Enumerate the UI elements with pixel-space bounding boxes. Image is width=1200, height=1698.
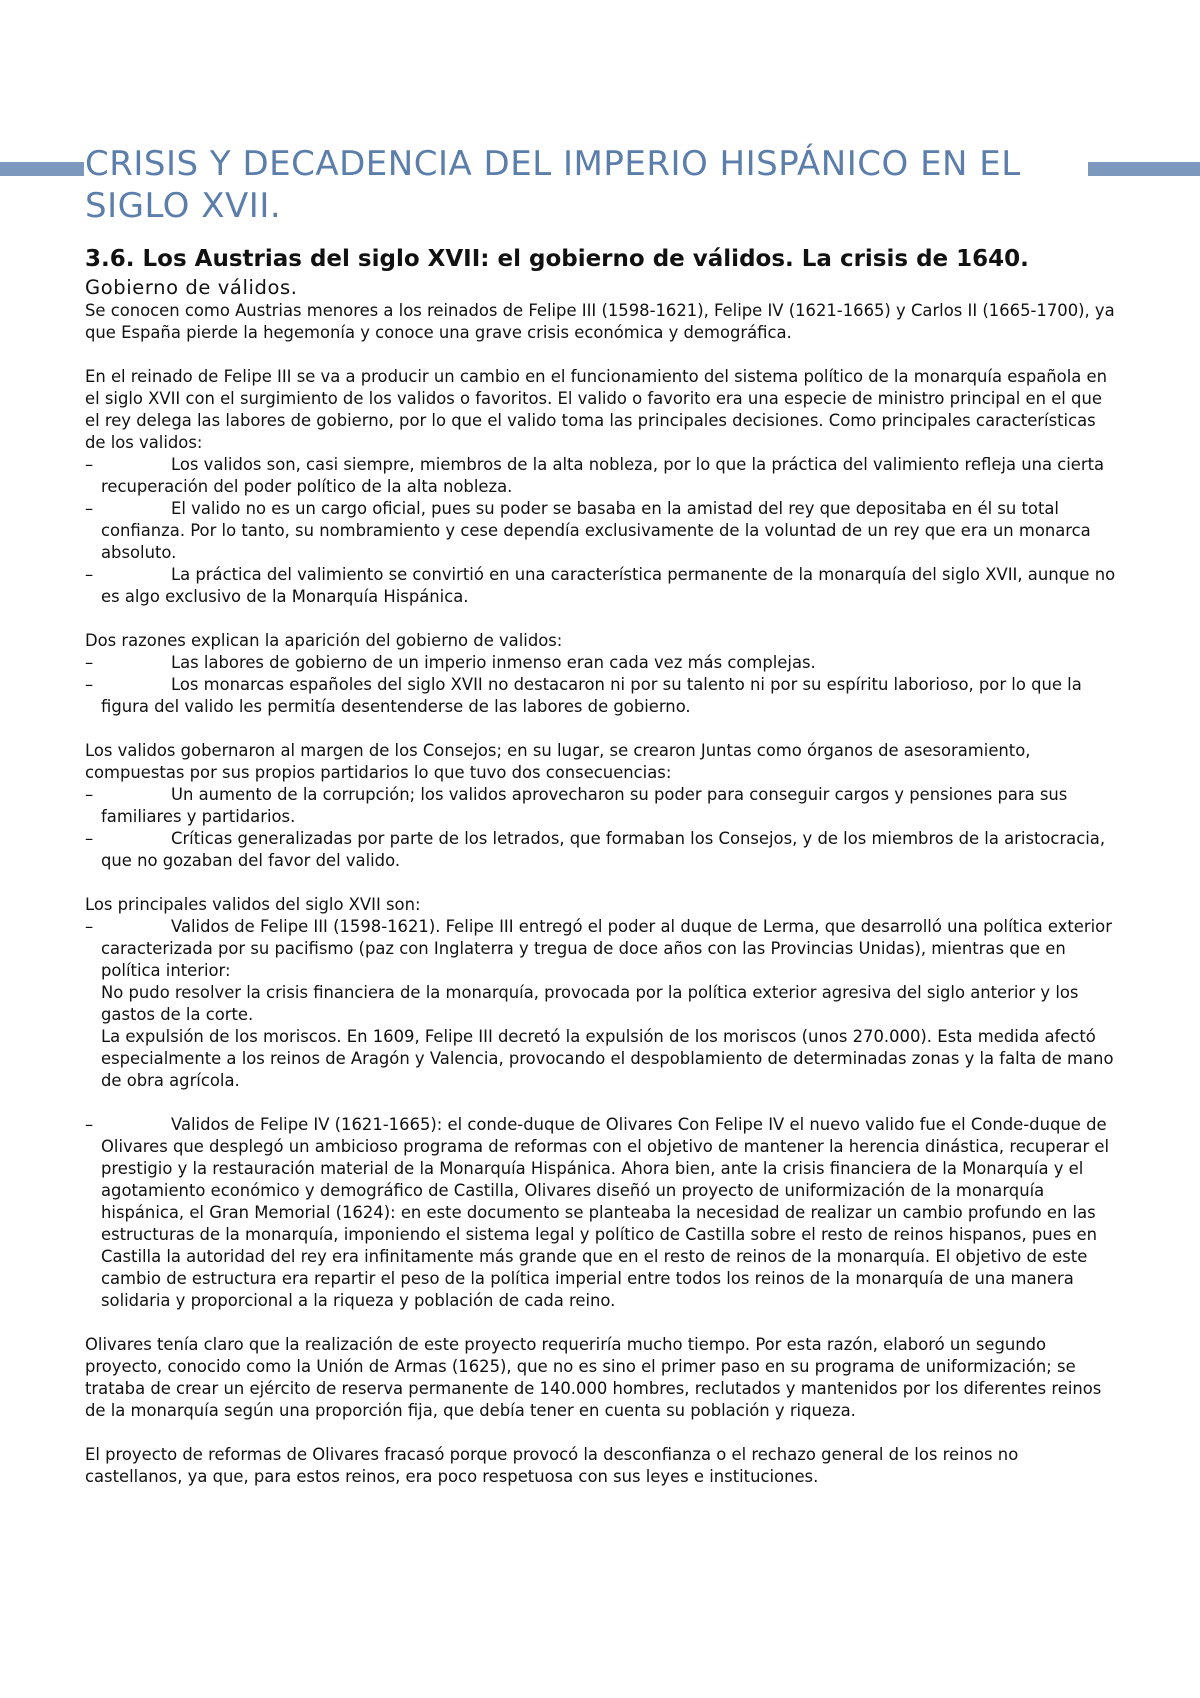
list-item: – Los validos son, casi siempre, miembros de la alta nobleza, por lo que la práctica del valimiento refleja una cierta recuperación del poder político de la alta nobleza. xyxy=(85,455,1105,496)
list-dash: – xyxy=(85,675,94,694)
document-body xyxy=(85,300,1120,1488)
list-dash: – xyxy=(85,917,94,936)
list-item: – Críticas generalizadas por parte de los letrados, que formaban los Consejos, y de los miembros de la aristocracia, que no gozaban del favor del valido. xyxy=(85,829,1106,870)
paragraph-felipe3: En el reinado de Felipe III se va a producir un cambio en el funcionamiento del sistema político de la monarquía española en el siglo XVII con el surgimiento de los validos o favoritos. El valido o favorito era una especie de ministro principal en el que el rey delega las labores de gobierno, por lo que el valido toma las principales decisiones. Como principales características de los validos: xyxy=(85,367,1107,452)
paragraph-union-armas: Olivares tenía claro que la realización de este proyecto requeriría mucho tiempo. Por esta razón, elaboró un segundo proyecto, conocido como la Unión de Armas (1625), que no es sino el primer paso en su programa de uniformización; se trataba de crear un ejército de reserva permanente de 140.000 hombres, reclutados y mantenidos por los diferentes reinos de la monarquía según una proporción fija, que debía tener en cuenta su población y riqueza. xyxy=(85,1335,1102,1420)
list-item: – Validos de Felipe IV (1621-1665): el conde-duque de Olivares Con Felipe IV el nuevo valido fue el Conde-duque de Olivares que desplegó un ambicioso programa de reformas con el objetivo de mantener la herencia dinástica, recuperar el prestigio y la restauración material de la Monarquía Hispánica. Ahora bien, ante la crisis financiera de la Monarquía y el agotamiento económico y demográfico de Castilla, Olivares diseñó un proyecto de uniformización de la monarquía hispánica, el Gran Memorial (1624): en este documento se planteaba la necesidad de realizar un cambio profundo en las estructuras de la monarquía, imponiendo el sistema legal y político de Castilla sobre el resto de reinos hispanos, pues en Castilla la autoridad del rey era infinitamente más grande que en el resto de reinos de la monarquía. El objetivo de este cambio de estructura era repartir el peso de la política imperial entre todos los reinos de la monarquía de una manera solidaria y proporcional a la riqueza y población de cada reino. xyxy=(85,1115,1110,1310)
list-dash: – xyxy=(85,565,94,584)
paragraph-fracaso: El proyecto de reformas de Olivares fracasó porque provocó la desconfianza o el rechazo general de los reinos no castellanos, ya que, para estos reinos, era poco respetuosa con sus leyes e instituciones. xyxy=(85,1445,1019,1486)
document-title xyxy=(85,143,1120,227)
paragraph-razones: Dos razones explican la aparición del gobierno de validos: xyxy=(85,631,563,650)
title-band-left xyxy=(0,162,84,176)
list-item: – Las labores de gobierno de un imperio inmenso eran cada vez más complejas. xyxy=(85,653,816,672)
document-page xyxy=(85,143,1120,1488)
list-dash: – xyxy=(85,829,94,848)
title-line-2: SIGLO XVII. xyxy=(85,186,282,226)
paragraph-intro: Se conocen como Austrias menores a los reinados de Felipe III (1598-1621), Felipe IV (1621-1665) y Carlos II (1665-1700), ya que España pierde la hegemonía y conoce una grave crisis económica y demográfica. xyxy=(85,301,1115,342)
list-dash: – xyxy=(85,785,94,804)
sub-paragraph-moriscos: La expulsión de los moriscos. En 1609, Felipe III decretó la expulsión de los moriscos (unos 270.000). Esta medida afectó especialmente a los reinos de Aragón y Valencia, provocando el despoblamiento de determinadas zonas y la falta de mano de obra agrícola. xyxy=(101,1027,1114,1090)
list-dash: – xyxy=(85,499,94,518)
list-dash: – xyxy=(85,653,94,672)
list-item: – Los monarcas españoles del siglo XVII no destacaron ni por su talento ni por su espíritu laborioso, por lo que la figura del valido les permitía desentenderse de las labores de gobierno. xyxy=(85,675,1082,716)
list-dash: – xyxy=(85,1115,94,1134)
list-item: – Un aumento de la corrupción; los validos aprovecharon su poder para conseguir cargos y pensiones para sus familiares y partidarios. xyxy=(85,785,1068,826)
list-item: – Validos de Felipe III (1598-1621). Felipe III entregó el poder al duque de Lerma, que desarrolló una política exterior caracterizada por su pacifismo (paz con Inglaterra y tregua de doce años con las Provincias Unidas), mientras que en política interior: xyxy=(85,917,1112,980)
subheading: Gobierno de válidos. xyxy=(85,276,298,299)
paragraph-consejos: Los validos gobernaron al margen de los Consejos; en su lugar, se crearon Juntas como órganos de asesoramiento, compuestas por sus propios partidarios lo que tuvo dos consecuencias: xyxy=(85,741,1031,782)
sub-paragraph-crisis: No pudo resolver la crisis financiera de la monarquía, provocada por la política exterior agresiva del siglo anterior y los gastos de la corte. xyxy=(101,983,1079,1024)
title-line-1: CRISIS Y DECADENCIA DEL IMPERIO HISPÁNICO EN EL xyxy=(85,144,1021,184)
list-dash: – xyxy=(85,455,94,474)
list-item: – El valido no es un cargo oficial, pues su poder se basaba en la amistad del rey que depositaba en él su total confianza. Por lo tanto, su nombramiento y cese dependía exclusivamente de la voluntad de un rey que era un monarca absoluto. xyxy=(85,499,1091,562)
section-heading: 3.6. Los Austrias del siglo XVII: el gobierno de válidos. La crisis de 1640. xyxy=(85,246,1029,272)
paragraph-principales: Los principales validos del siglo XVII son: xyxy=(85,895,421,914)
list-item: – La práctica del valimiento se convirtió en una característica permanente de la monarquía del siglo XVII, aunque no es algo exclusivo de la Monarquía Hispánica. xyxy=(85,565,1116,606)
